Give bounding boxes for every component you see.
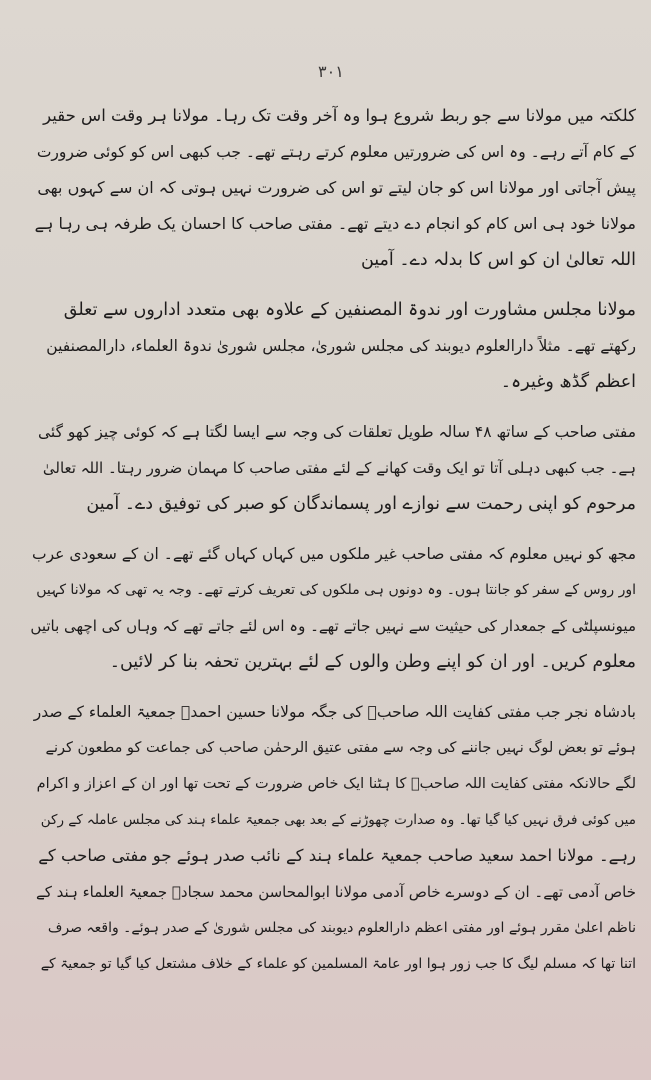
text-line: مجھ کو نہیں معلوم کہ مفتی صاحب غیر ملکوں میں کہاں کہاں گئے تھے۔ ان کے سعودی عرب bbox=[32, 545, 636, 563]
page-number: ۳۰۱ bbox=[318, 62, 344, 81]
paragraph-2 bbox=[30, 292, 636, 400]
text-line: مولانا مجلس مشاورت اور ندوۃ المصنفین کے علاوہ بھی متعدد اداروں سے تعلق bbox=[63, 300, 636, 320]
text-line: اعظم گڈھ وغیرہ۔ bbox=[500, 372, 636, 392]
text-line: مولانا خود ہی اس کام کو انجام دے دیتے تھے۔ مفتی صاحب کا احسان یک طرفہ ہی رہا ہے bbox=[34, 214, 636, 233]
paragraph-3 bbox=[30, 414, 636, 522]
text-line: اور روس کے سفر کو جانتا ہوں۔ وہ دونوں ہی ملکوں کی تعریف کرتے تھے۔ وجہ یہ تھی کہ مولانا کہیں bbox=[36, 582, 636, 598]
text-line: میونسپلٹی کے جمعدار کی حیثیت سے نہیں جاتے تھے۔ وہ اس لئے جاتے تھے کہ وہاں کی اچھی باتیں bbox=[30, 617, 636, 635]
text-line: ہوئے تو بعض لوگ نہیں جاننے کی وجہ سے مفتی عتیق الرحمٰن صاحب کی جماعت کو مطعون کرنے bbox=[45, 740, 636, 756]
text-line: معلوم کریں۔ اور ان کو اپنے وطن والوں کے لئے بہترین تحفہ بنا کر لائیں۔ bbox=[109, 652, 636, 672]
text-line: اتنا تھا کہ مسلم لیگ کا جب زور ہوا اور عامۃ المسلمین کو علماء کے خلاف مشتعل کیا گیا تو جمعیۃ کے bbox=[40, 956, 636, 972]
text-line: مفتی صاحب کے ساتھ ۴۸ سالہ طویل تعلقات کی وجہ سے ایسا لگتا ہے کہ کوئی چیز کھو گئی bbox=[38, 423, 636, 441]
paragraph-4 bbox=[30, 536, 636, 680]
text-line: بادشاہ نجر جب مفتی کفایت اللہ صاحبؒ کی جگہ مولانا حسین احمدؒ جمعیۃ العلماء کے صدر bbox=[33, 703, 636, 721]
text-line: پیش آجاتی اور مولانا اس کو جان لیتے تو اس کی ضرورت نہیں ہوتی کہ ان سے کہوں بھی bbox=[37, 178, 636, 197]
text-line: میں کوئی فرق نہیں کیا گیا تھا۔ وہ صدارت چھوڑنے کے بعد بھی جمعیۃ علماء ہند کی مجلس عاملہ کے رکن bbox=[40, 812, 636, 828]
text-line: کلکتہ میں مولانا سے جو ربط شروع ہوا وہ آخر وقت تک رہا۔ مولانا ہر وقت اس حقیر bbox=[43, 106, 636, 125]
text-line: اللہ تعالیٰ ان کو اس کا بدلہ دے۔ آمین bbox=[360, 250, 636, 270]
body-text bbox=[30, 98, 636, 996]
text-line: رکھتے تھے۔ مثلاً دارالعلوم دیوبند کی مجلس شوریٰ، مجلس شوریٰ ندوۃ العلماء، دارالمصنفین bbox=[46, 337, 636, 355]
text-line: ناظم اعلیٰ مقرر ہوئے اور مفتی اعظم دارالعلوم دیوبند کی مجلس شوریٰ کے صدر ہوئے۔ واقعہ صرف bbox=[47, 920, 636, 936]
text-line: مرحوم کو اپنی رحمت سے نوازے اور پسماندگان کو صبر کی توفیق دے۔ آمین bbox=[86, 494, 636, 514]
text-line: لگے حالانکہ مفتی کفایت اللہ صاحبؒ کا ہٹنا ایک خاص ضرورت کے تحت تھا اور ان کے اعزاز و اکرام bbox=[36, 776, 636, 792]
text-line: کے کام آتے رہے۔ وہ اس کی ضرورتیں معلوم کرتے رہتے تھے۔ جب کبھی اس کو کوئی ضرورت bbox=[36, 143, 636, 161]
text-line: ہے۔ جب کبھی دہلی آتا تو ایک وقت کھانے کے لئے مفتی صاحب کا مہمان ضرور رہتا۔ اللہ تعالیٰ bbox=[42, 459, 636, 477]
text-line: خاص آدمی تھے۔ ان کے دوسرے خاص آدمی مولانا ابوالمحاسن محمد سجادؒ جمعیۃ العلماء ہند کے bbox=[35, 883, 636, 901]
text-line: رہے۔ مولانا احمد سعید صاحب جمعیۃ علماء ہند کے نائب صدر ہوئے جو مفتی صاحب کے bbox=[38, 846, 636, 865]
paragraph-1 bbox=[30, 98, 636, 278]
paragraph-5 bbox=[30, 694, 636, 982]
